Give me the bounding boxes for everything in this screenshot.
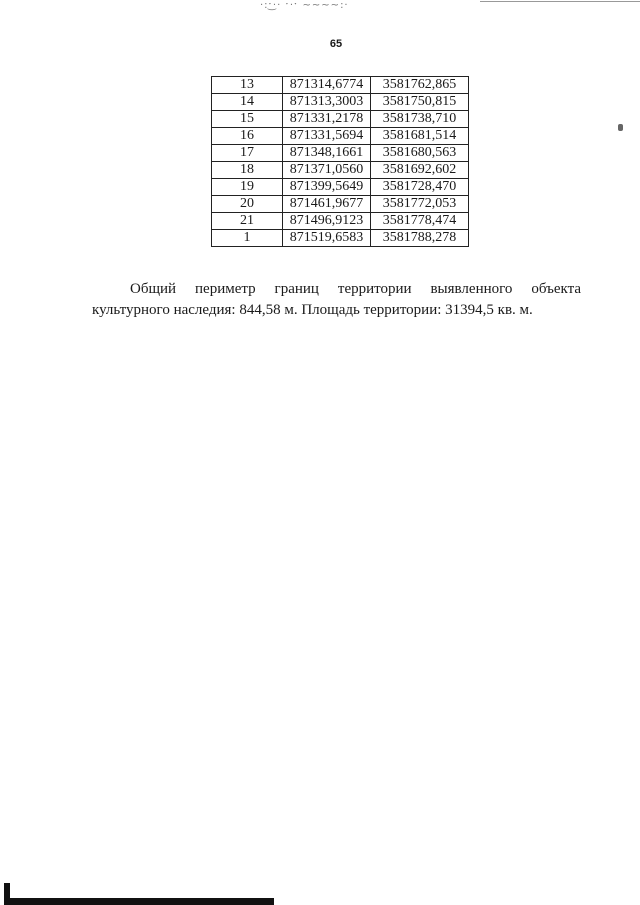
coordinates-table — [211, 76, 469, 247]
x-coordinate-cell: 871331,5694 — [283, 128, 371, 145]
y-coordinate-cell: 3581762,865 — [371, 77, 469, 94]
scan-corner-mark — [4, 898, 274, 905]
table-row — [212, 196, 469, 213]
table-row — [212, 162, 469, 179]
table-row — [212, 128, 469, 145]
scan-artifact-dot — [618, 124, 623, 131]
x-coordinate-cell: 871314,6774 — [283, 77, 371, 94]
scan-artifact-line — [480, 1, 640, 2]
point-number-cell: 20 — [212, 196, 283, 213]
point-number-cell: 18 — [212, 162, 283, 179]
point-number-cell: 15 — [212, 111, 283, 128]
y-coordinate-cell: 3581788,278 — [371, 230, 469, 247]
table-row — [212, 213, 469, 230]
table-row — [212, 145, 469, 162]
point-number-cell: 16 — [212, 128, 283, 145]
x-coordinate-cell: 871461,9677 — [283, 196, 371, 213]
x-coordinate-cell: 871519,6583 — [283, 230, 371, 247]
y-coordinate-cell: 3581738,710 — [371, 111, 469, 128]
y-coordinate-cell: 3581772,053 — [371, 196, 469, 213]
y-coordinate-cell: 3581692,602 — [371, 162, 469, 179]
point-number-cell: 14 — [212, 94, 283, 111]
x-coordinate-cell: 871331,2178 — [283, 111, 371, 128]
page-number: 65 — [329, 38, 343, 50]
table-row — [212, 94, 469, 111]
x-coordinate-cell: 871313,3003 — [283, 94, 371, 111]
y-coordinate-cell: 3581680,563 — [371, 145, 469, 162]
y-coordinate-cell: 3581728,470 — [371, 179, 469, 196]
table-row — [212, 179, 469, 196]
y-coordinate-cell: 3581681,514 — [371, 128, 469, 145]
point-number-cell: 13 — [212, 77, 283, 94]
point-number-cell: 21 — [212, 213, 283, 230]
scan-artifact-top: ·:ˑ͜·· ˑ·ˑ ~~~~:· — [260, 0, 349, 11]
x-coordinate-cell: 871496,9123 — [283, 213, 371, 230]
table-row — [212, 77, 469, 94]
table-row — [212, 111, 469, 128]
perimeter-area-summary: Общий периметр границ территории выявленного объекта культурного наследия: 844,58 м. Площадь территории: 31394,5 кв. м. — [92, 281, 581, 318]
x-coordinate-cell: 871399,5649 — [283, 179, 371, 196]
x-coordinate-cell: 871348,1661 — [283, 145, 371, 162]
point-number-cell: 17 — [212, 145, 283, 162]
x-coordinate-cell: 871371,0560 — [283, 162, 371, 179]
table-row — [212, 230, 469, 247]
point-number-cell: 19 — [212, 179, 283, 196]
point-number-cell: 1 — [212, 230, 283, 247]
y-coordinate-cell: 3581778,474 — [371, 213, 469, 230]
y-coordinate-cell: 3581750,815 — [371, 94, 469, 111]
